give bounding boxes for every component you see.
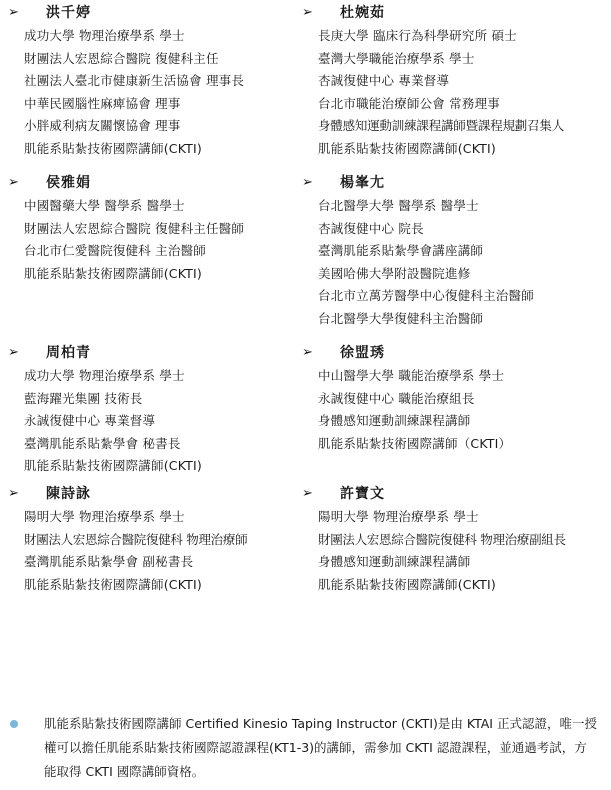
credential-line: 美國哈佛大學附設醫院進修 [318,265,471,281]
instructor-profile [8,172,308,285]
instructor-name: 侯雅娟 [46,175,91,191]
credential-line: 財團法人宏恩綜合醫院復健科 物理治療副組長 [318,531,566,547]
arrow-bullet-icon: ➢ [302,175,313,190]
instructor-name: 周柏青 [46,345,91,361]
credential-line: 中國醫藥大學 醫學系 醫學士 [24,198,185,213]
arrow-bullet-icon: ➢ [302,5,313,20]
credential-line: 身體感知運動訓練課程講師 [318,554,471,570]
instructor-profile [302,342,602,455]
credential-line: 台北醫學大學復健科主治醫師 [318,310,484,326]
credential-line: 永誠復健中心 專業督導 [24,413,156,429]
credential-line: 財團法人宏恩綜合醫院 復健科主任 [24,50,219,66]
instructor-name: 杜婉茹 [340,5,385,21]
credential-line: 台北市仁愛醫院復健科 主治醫師 [24,243,206,259]
instructor-name: 許寶文 [340,486,385,502]
credential-line: 肌能系貼紮技術國際講師(CKTI) [24,576,202,592]
credential-line: 肌能系貼紮技術國際講師（CKTI） [318,435,512,451]
instructor-profile [302,172,602,331]
arrow-bullet-icon: ➢ [8,486,19,501]
instructor-name: 洪千婷 [46,5,91,21]
arrow-bullet-icon: ➢ [8,5,19,20]
credential-line: 成功大學 物理治療學系 學士 [24,368,185,383]
ckti-note [10,712,600,784]
credential-line: 臺灣肌能系貼紮學會 秘書長 [24,435,181,451]
credential-line: 身體感知運動訓練課程講師 [318,413,471,429]
credential-line: 永誠復健中心 職能治療組長 [318,390,475,406]
credential-line: 肌能系貼紮技術國際講師(CKTI) [24,265,202,281]
credential-line: 小胖威利病友關懷協會 理事 [24,118,181,134]
arrow-bullet-icon: ➢ [8,175,19,190]
arrow-bullet-icon: ➢ [8,345,19,360]
credential-line: 杏誠復健中心 專業督導 [318,73,450,89]
credential-line: 臺灣大學職能治療學系 學士 [318,50,475,66]
dot-bullet-icon [10,720,18,728]
credential-line: 陽明大學 物理治療學系 學士 [24,509,185,524]
arrow-bullet-icon: ➢ [302,345,313,360]
credential-line: 肌能系貼紮技術國際講師(CKTI) [318,576,496,592]
credential-line: 肌能系貼紮技術國際講師(CKTI) [24,140,202,156]
instructor-profile [302,2,602,161]
credential-line: 杏誠復健中心 院長 [318,220,424,236]
credential-line: 社團法人臺北市健康新生活協會 理事長 [24,73,245,89]
credential-line: 肌能系貼紮技術國際講師(CKTI) [24,458,202,474]
credential-line: 財團法人宏恩綜合醫院 復健科主任醫師 [24,220,245,236]
instructor-name: 楊峯尢 [340,175,385,191]
instructor-name: 陳詩詠 [46,486,91,502]
instructor-profile [302,483,602,596]
instructor-profile [8,342,308,478]
instructor-name: 徐盟琇 [340,345,385,361]
credential-line: 財團法人宏恩綜合醫院復健科 物理治療師 [24,531,248,547]
credential-line: 身體感知運動訓練課程講師暨課程規劃召集人 [318,118,565,134]
instructor-profile [8,483,308,596]
credential-line: 成功大學 物理治療學系 學士 [24,28,185,43]
instructor-profile [8,2,308,161]
credential-line: 中華民國腦性麻痺協會 理事 [24,95,181,111]
credential-line: 藍海躍光集團 技術長 [24,390,143,406]
credential-line: 臺灣肌能系貼紮學會講座講師 [318,243,484,259]
ckti-note-text: 肌能系貼紮技術國際講師 Certified Kinesio Taping Instructor (CKTI)是由 KTAI 正式認證，唯一授權可以擔任肌能系貼紮技術國際認證課程(KT1-3)的講師，需參加 CKTI 認證課程，並通過考試，方能取得 CKTI 國際講師資格。 [44,716,597,779]
credential-line: 台北醫學大學 醫學系 醫學士 [318,198,479,213]
credential-line: 台北市職能治療師公會 常務理事 [318,95,500,111]
credential-line: 長庚大學 臨床行為科學研究所 碩士 [318,28,517,43]
credential-line: 肌能系貼紮技術國際講師(CKTI) [318,140,496,156]
credential-line: 台北市立萬芳醫學中心復健科主治醫師 [318,288,534,304]
credential-line: 陽明大學 物理治療學系 學士 [318,509,479,524]
credential-line: 臺灣肌能系貼紮學會 副秘書長 [24,554,194,570]
arrow-bullet-icon: ➢ [302,486,313,501]
credential-line: 中山醫學大學 職能治療學系 學士 [318,368,505,383]
